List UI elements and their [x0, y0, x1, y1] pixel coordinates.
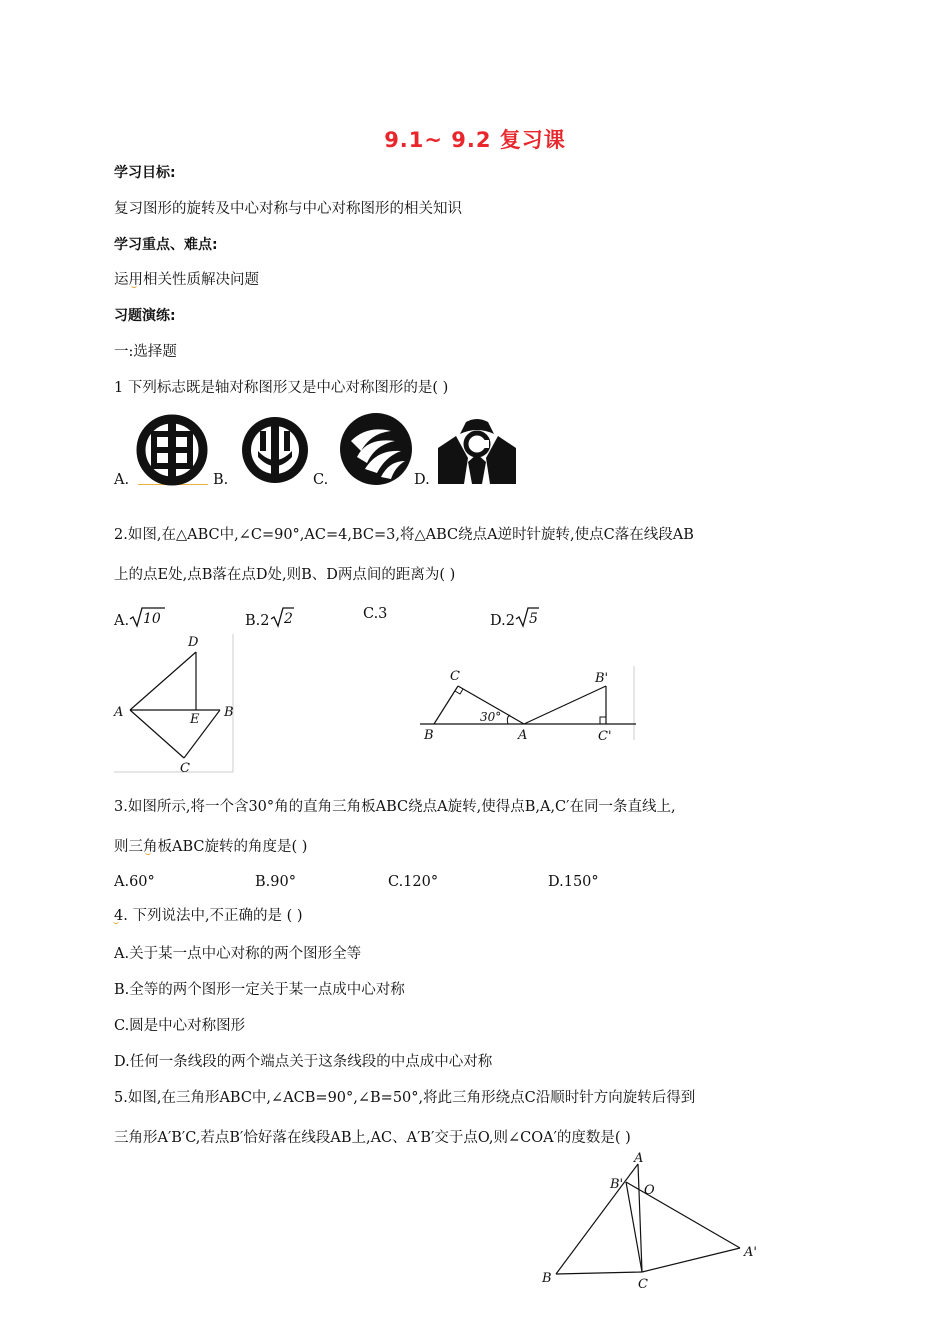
sqrt-5-icon: [515, 606, 539, 632]
q2-stem-line1: 2.如图,在△ABC中,∠C=90°,AC=4,BC=3,将△ABC绕点A逆时针旋转,使点C落在线段AB: [114, 527, 694, 543]
q5-label-b: B: [542, 1271, 552, 1286]
q3-label-b-prime: B': [595, 671, 609, 686]
q2-label-b: B: [224, 705, 234, 720]
q5-label-b-prime: B': [610, 1177, 624, 1192]
q2-option-a: [114, 606, 165, 632]
q1-option-d: D.: [414, 472, 430, 488]
q2-label-d: D: [188, 635, 199, 650]
q5-label-a: A: [634, 1151, 644, 1166]
sqrt-5-radicand: 5: [528, 611, 538, 627]
q5-figure: [538, 1150, 768, 1292]
page-title: 9.1~ 9.2 复习课: [384, 128, 566, 152]
q5-label-c: C: [638, 1277, 648, 1292]
q3-label-c: C: [450, 669, 460, 684]
agricultural-bank-logo-icon: [236, 413, 314, 487]
q3-label-a: A: [518, 728, 528, 743]
q4-option-c: C.圆是中心对称图形: [114, 1018, 246, 1034]
q3-stem-line2: 则三角板ABC旋转的角度是( ): [114, 839, 308, 855]
q2-option-c: C.3: [363, 606, 388, 622]
china-mobile-logo-icon: [337, 411, 415, 487]
rural-credit-logo-icon: [438, 418, 516, 488]
objective-heading: 学习目标:: [114, 165, 176, 181]
q3-stem-line1: 3.如图所示,将一个含30°角的直角三角板ABC绕点A旋转,使得点B,A,C′在同一条直线上,: [114, 799, 676, 815]
bank-of-china-logo-icon: [134, 413, 210, 487]
focus-text: 运用相关性质解决问题: [114, 272, 259, 288]
q1-option-b: B.: [213, 472, 229, 488]
practice-heading: 习题演练:: [114, 308, 176, 324]
q1-option-c: C.: [313, 472, 329, 488]
q5-stem-line1: 5.如图,在三角形ABC中,∠ACB=90°,∠B=50°,将此三角形绕点C沿顺时针方向旋转后得到: [114, 1090, 696, 1106]
objective-text: 复习图形的旋转及中心对称与中心对称图形的相关知识: [114, 201, 462, 217]
sqrt-10-radicand: 10: [143, 611, 161, 627]
q3-option-d: D.150°: [548, 874, 599, 890]
q1-option-a: A.: [114, 472, 130, 488]
q4-option-d: D.任何一条线段的两个端点关于这条线段的中点成中心对称: [114, 1054, 493, 1070]
q2-label-a: A: [114, 705, 124, 720]
q4-stem: 4. 下列说法中,不正确的是 ( ): [114, 908, 303, 924]
q5-label-a-prime: A': [744, 1245, 757, 1260]
q3-label-c-prime: C': [598, 729, 612, 744]
q3-option-b: B.90°: [255, 874, 296, 890]
focus-heading: 学习重点、难点:: [114, 237, 218, 253]
q2-figure: [112, 632, 236, 774]
q2-option-d-label: D.2: [490, 613, 515, 629]
part-one-heading: 一:选择题: [114, 344, 177, 360]
q2-label-c: C: [180, 761, 190, 774]
q3-option-c: C.120°: [388, 874, 439, 890]
sqrt-2-radicand: 2: [283, 611, 293, 627]
q2-option-b: [245, 606, 294, 632]
q2-option-a-label: A.: [114, 613, 130, 629]
q3-option-a: A.60°: [114, 874, 155, 890]
sqrt-2-icon: [270, 606, 294, 632]
sqrt-10-icon: [129, 606, 165, 632]
q2-option-d: [490, 606, 539, 632]
q4-option-a: A.关于某一点中心对称的两个图形全等: [114, 946, 362, 962]
q3-label-b: B: [424, 728, 434, 743]
q5-label-o: O: [644, 1183, 655, 1198]
q1-stem: 1 下列标志既是轴对称图形又是中心对称图形的是( ): [114, 380, 449, 396]
q2-stem-line2: 上的点E处,点B落在点D处,则B、D两点间的距离为( ): [114, 567, 456, 583]
q2-label-e: E: [190, 712, 200, 727]
q3-figure: [418, 664, 638, 744]
q4-option-b: B.全等的两个图形一定关于某一点成中心对称: [114, 982, 405, 998]
q2-option-b-label: B.2: [245, 613, 270, 629]
q3-label-angle: 30°: [480, 710, 502, 724]
q5-stem-line2: 三角形A′B′C,若点B′恰好落在线段AB上,AC、A′B′交于点O,则∠COA′的度数是( ): [114, 1130, 631, 1146]
